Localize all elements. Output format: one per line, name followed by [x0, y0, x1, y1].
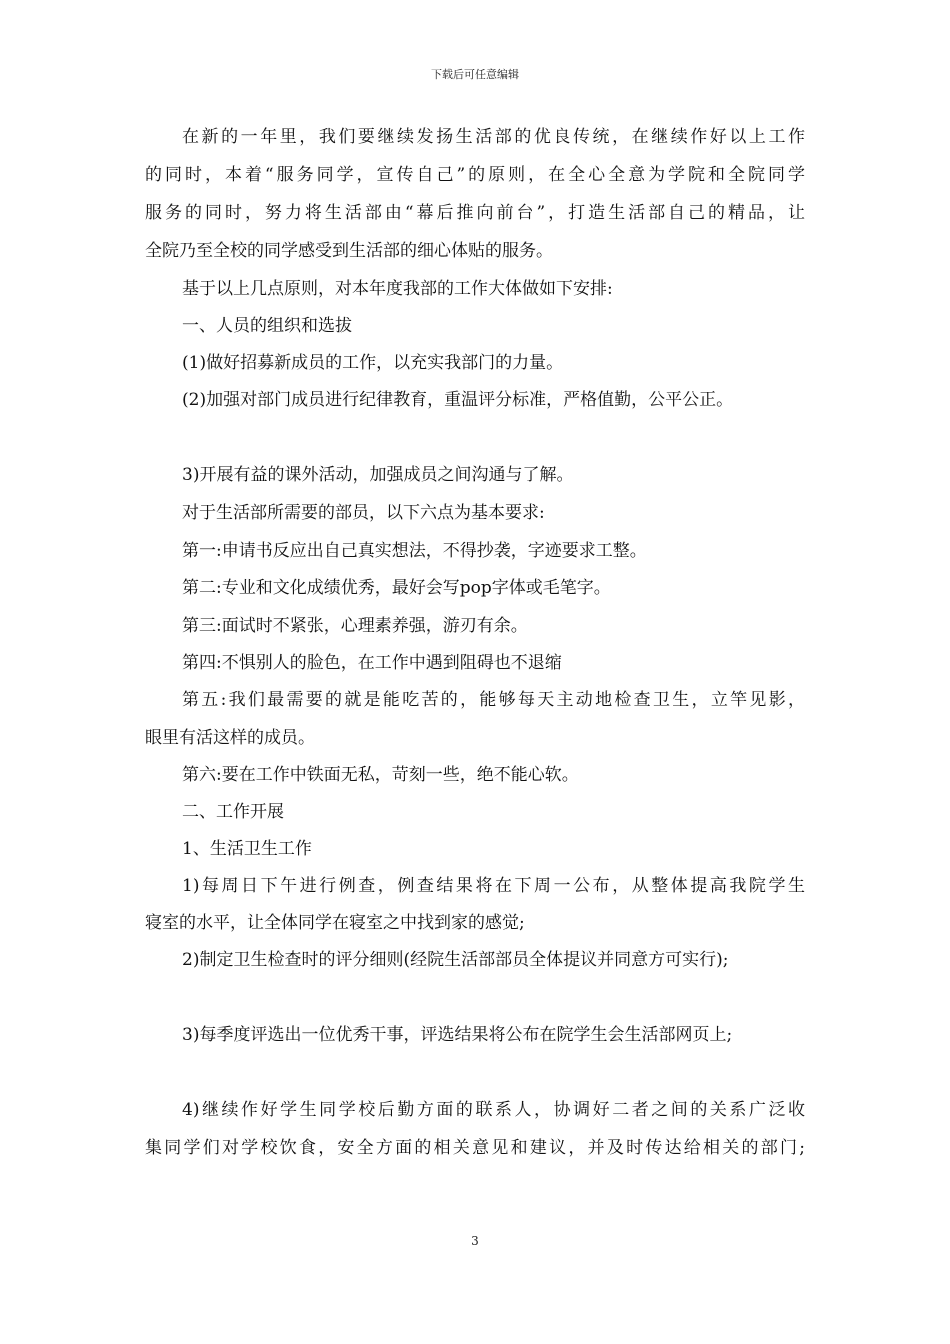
paragraph-line: 服务的同时，努力将生活部由“幕后推向前台”，打造生活部自己的精品，让 [145, 203, 805, 223]
subsection-heading: 1、生活卫生工作 [182, 839, 312, 859]
paragraph-line: 全院乃至全校的同学感受到生活部的细心体贴的服务。 [145, 241, 553, 261]
paragraph-line: 在新的一年里，我们要继续发扬生活部的优良传统，在继续作好以上工作 [182, 127, 805, 147]
list-item: 第六:要在工作中铁面无私，苛刻一些，绝不能心软。 [182, 765, 579, 785]
page-header: 下载后可任意编辑 [431, 68, 519, 81]
section-heading: 二、工作开展 [182, 802, 284, 822]
paragraph-line: 寝室的水平，让全体同学在寝室之中找到家的感觉; [145, 913, 525, 933]
list-item: 第四:不惧别人的脸色，在工作中遇到阻碍也不退缩 [182, 653, 562, 673]
list-item: 第一:申请书反应出自己真实想法，不得抄袭，字迹要求工整。 [182, 541, 647, 561]
list-item: 第二:专业和文化成绩优秀，最好会写pop字体或毛笔字。 [182, 578, 611, 598]
list-item: 第五:我们最需要的就是能吃苦的，能够每天主动地检查卫生，立竿见影， [182, 690, 805, 710]
paragraph-line: 集同学们对学校饮食，安全方面的相关意见和建议，并及时传达给相关的部门; [145, 1138, 805, 1158]
paragraph-line: 眼里有活这样的成员。 [145, 728, 315, 748]
paragraph-line: 对于生活部所需要的部员，以下六点为基本要求: [182, 503, 545, 523]
list-item: 3)每季度评选出一位优秀干事，评选结果将公布在院学生会生活部网页上; [182, 1025, 733, 1045]
list-item: 4)继续作好学生同学校后勤方面的联系人，协调好二者之间的关系广泛收 [182, 1100, 805, 1120]
paragraph-line: 基于以上几点原则，对本年度我部的工作大体做如下安排: [182, 279, 613, 299]
section-heading: 一、人员的组织和选拔 [182, 316, 352, 336]
list-item: 3)开展有益的课外活动，加强成员之间沟通与了解。 [182, 465, 574, 485]
paragraph-line: 的同时，本着“服务同学，宣传自己”的原则，在全心全意为学院和全院同学 [145, 165, 805, 185]
list-item: (2)加强对部门成员进行纪律教育，重温评分标准，严格值勤，公平公正。 [182, 390, 734, 410]
page-number: 3 [471, 1234, 479, 1248]
list-item: 2)制定卫生检查时的评分细则(经院生活部部员全体提议并同意方可实行); [182, 950, 729, 970]
list-item: 第三:面试时不紧张，心理素养强，游刃有余。 [182, 616, 528, 636]
list-item: 1)每周日下午进行例查，例查结果将在下周一公布，从整体提高我院学生 [182, 876, 805, 896]
list-item: (1)做好招募新成员的工作，以充实我部门的力量。 [182, 353, 564, 373]
